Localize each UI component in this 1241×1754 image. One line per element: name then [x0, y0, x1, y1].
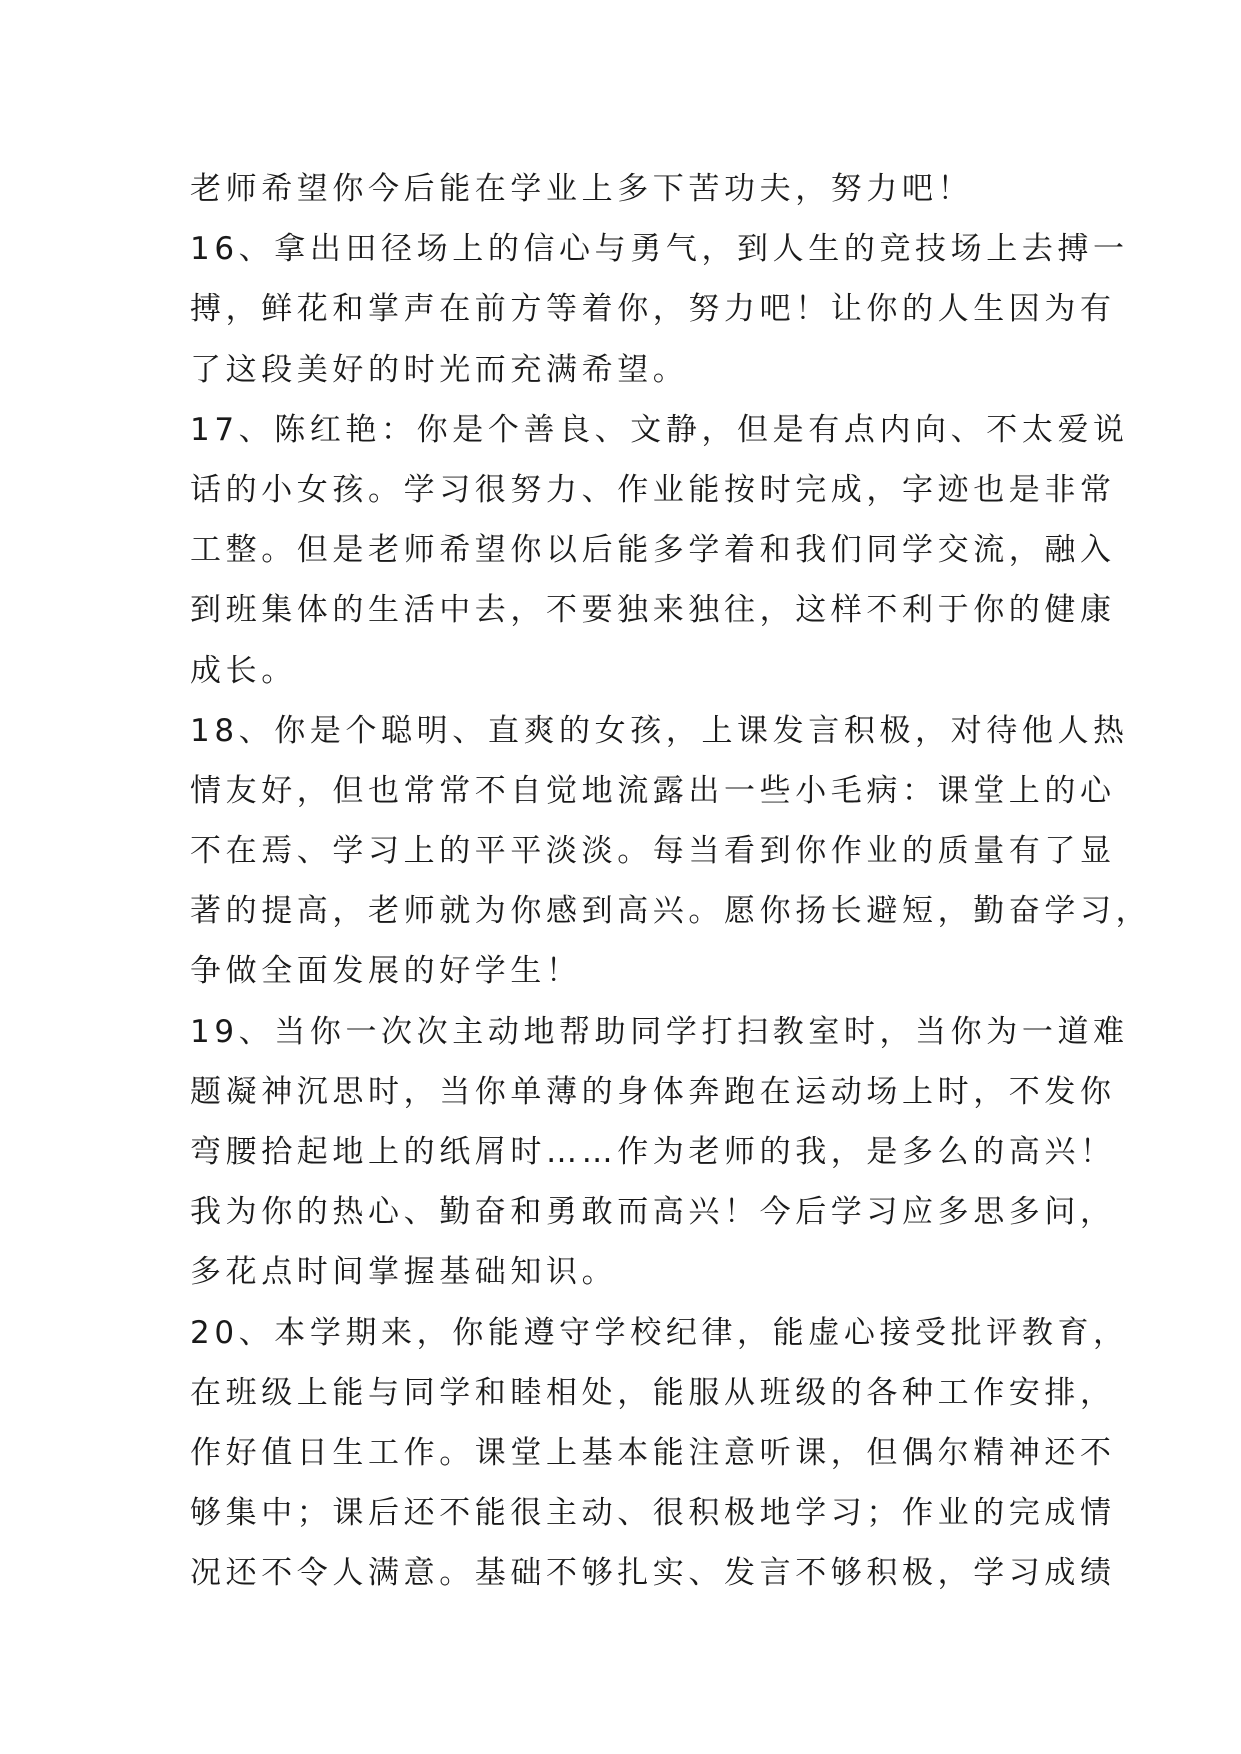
text-line: 19、当你一次次主动地帮助同学打扫教室时，当你为一道难 [190, 1013, 1129, 1050]
body-text [190, 159, 1152, 1604]
text-line: 弯腰拾起地上的纸屑时……作为老师的我，是多么的高兴！ [190, 1134, 1116, 1170]
text-line: 20、本学期来，你能遵守学校纪律，能虚心接受批评教育， [190, 1314, 1129, 1351]
text-line: 题凝神沉思时，当你单薄的身体奔跑在运动场上时，不发你 [190, 1073, 1116, 1110]
text-line: 我为你的热心、勤奋和勇敢而高兴！今后学习应多思多问， [190, 1194, 1116, 1231]
text-line: 工整。但是老师希望你以后能多学着和我们同学交流，融入 [190, 532, 1116, 569]
text-line: 搏，鲜花和掌声在前方等着你，努力吧！让你的人生因为有 [190, 291, 1116, 328]
text-line: 老师希望你今后能在学业上多下苦功夫，努力吧！ [190, 171, 974, 207]
text-line: 了这段美好的时光而充满希望。 [190, 351, 689, 388]
text-line: 多花点时间掌握基础知识。 [190, 1254, 618, 1291]
text-line: 作好值日生工作。课堂上基本能注意听课，但偶尔精神还不 [190, 1434, 1116, 1471]
text-line: 16、拿出田径场上的信心与勇气，到人生的竞技场上去搏一 [190, 231, 1129, 268]
text-line: 著的提高，老师就为你感到高兴。愿你扬长避短，勤奋学习， [190, 893, 1152, 930]
text-line: 况还不令人满意。基础不够扎实、发言不够积极，学习成绩 [190, 1555, 1116, 1592]
text-line: 情友好，但也常常不自觉地流露出一些小毛病：课堂上的心 [190, 772, 1116, 809]
text-line: 成长。 [190, 652, 297, 689]
text-line: 到班集体的生活中去，不要独来独往，这样不利于你的健康 [190, 592, 1116, 629]
text-line: 话的小女孩。学习很努力、作业能按时完成，字迹也是非常 [190, 471, 1116, 508]
text-line: 在班级上能与同学和睦相处，能服从班级的各种工作安排， [190, 1374, 1116, 1411]
text-line: 不在焉、学习上的平平淡淡。每当看到你作业的质量有了显 [190, 833, 1116, 870]
text-line: 够集中；课后还不能很主动、很积极地学习；作业的完成情 [190, 1495, 1116, 1532]
text-line: 18、你是个聪明、直爽的女孩，上课发言积极，对待他人热 [190, 712, 1129, 749]
text-line: 17、陈红艳：你是个善良、文静，但是有点内向、不太爱说 [190, 411, 1129, 448]
text-line: 争做全面发展的好学生！ [190, 953, 582, 990]
